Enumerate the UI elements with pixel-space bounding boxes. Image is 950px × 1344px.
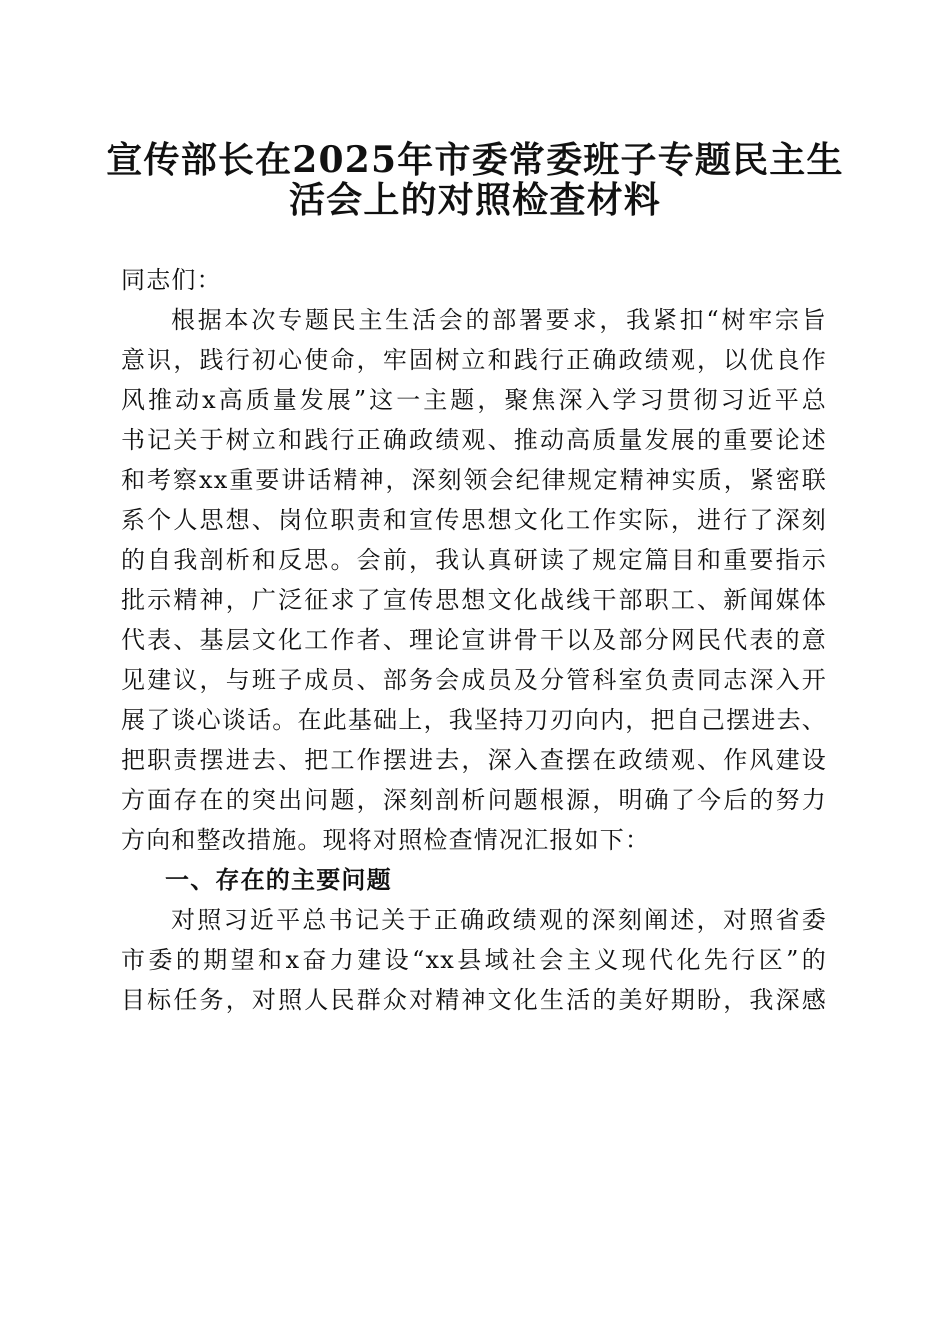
document-title	[100, 136, 850, 221]
paragraph-1-line: 系个人思想、岗位职责和宣传思想文化工作实际，进行了深刻	[121, 506, 827, 534]
paragraph-1-line: 见建议，与班子成员、部务会成员及分管科室负责同志深入开	[121, 666, 827, 694]
paragraph-2-line: 目标任务，对照人民群众对精神文化生活的美好期盼，我深感	[121, 986, 827, 1014]
paragraph-1-line: 代表、基层文化工作者、理论宣讲骨干以及部分网民代表的意	[121, 626, 827, 654]
document-body	[121, 260, 827, 1020]
paragraph-1-line: 把职责摆进去、把工作摆进去，深入查摆在政绩观、作风建设	[121, 746, 827, 774]
section-heading: 一、存在的主要问题	[165, 866, 392, 894]
paragraph-1-line: 根据本次专题民主生活会的部署要求，我紧扣“树牢宗旨	[171, 306, 827, 334]
paragraph-1-line: 风推动x高质量发展”这一主题，聚焦深入学习贯彻习近平总	[121, 386, 827, 414]
title-line-2: 活会上的对照检查材料	[288, 179, 661, 221]
paragraph-1-line: 和考察xx重要讲话精神，深刻领会纪律规定精神实质，紧密联	[121, 466, 827, 494]
paragraph-2-line: 对照习近平总书记关于正确政绩观的深刻阐述，对照省委	[171, 906, 827, 934]
paragraph-1-line: 书记关于树立和践行正确政绩观、推动高质量发展的重要论述	[121, 426, 827, 454]
paragraph-1-line: 展了谈心谈话。在此基础上，我坚持刀刃向内，把自己摆进去、	[121, 706, 827, 734]
salutation: 同志们：	[121, 266, 222, 294]
paragraph-1-line: 方面存在的突出问题，深刻剖析问题根源，明确了今后的努力	[121, 786, 827, 814]
paragraph-2-line: 市委的期望和x奋力建设“xx县域社会主义现代化先行区”的	[121, 946, 827, 974]
paragraph-1-line: 批示精神，广泛征求了宣传思想文化战线干部职工、新闻媒体	[121, 586, 827, 614]
paragraph-1-line: 方向和整改措施。现将对照检查情况汇报如下：	[121, 826, 651, 854]
title-line-1: 宣传部长在2025年市委常委班子专题民主生	[106, 139, 844, 181]
paragraph-1-line: 的自我剖析和反思。会前，我认真研读了规定篇目和重要指示	[121, 546, 827, 574]
paragraph-1-line: 意识，践行初心使命，牢固树立和践行正确政绩观，以优良作	[121, 346, 827, 374]
